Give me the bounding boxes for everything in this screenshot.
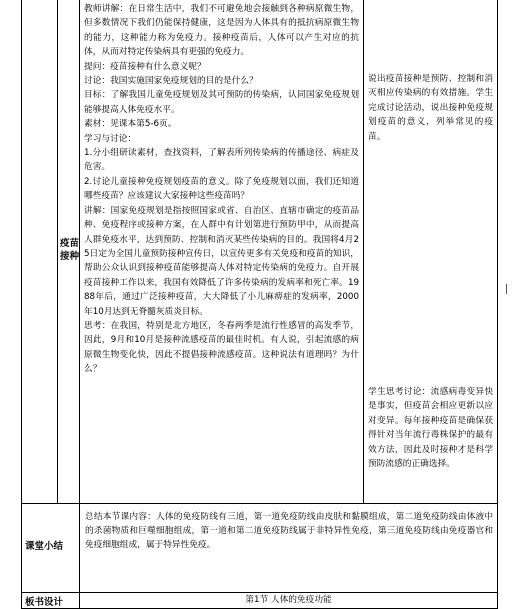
table-row [22, 504, 498, 593]
paragraph-thinking: 思考：在我国，特别是北方地区，冬春两季是流行性感冒的高发季节，因此，9月和10月是接种流感疫苗的最佳时机。有人说，引起流感的病原微生物变化快，因此不提倡接种流感疫苗。这种说法有道理吗？为什么？ [84, 320, 359, 375]
paragraph-study-heading: 学习与讨论： [84, 133, 137, 144]
paragraph-question: 提问：疫苗接种有什么意义呢？ [84, 61, 206, 72]
section-label-summary: 课堂小结 [22, 504, 80, 593]
paragraph-teacher-explanation: 教师讲解：在日常生活中，我们不可避免地会接触到各种病原微生物，但多数情况下我们仍能保持健康，这是因为人体具有的抵抗病原微生物的能力，这种能力称为免疫力。接种疫苗后，人体可以产生对应的抗体，从而对特定传染病具有更强的免疫力。 [84, 4, 359, 58]
table-row [22, 593, 498, 609]
lesson-plan-table [21, 0, 498, 609]
paragraph-lecture: 讲解：国家免疫规划是指按照国家或省、自治区、直辖市确定的疫苗品种、免疫程序或接种方案，在人群中有计划第进行预防甲中，从而提高人群免疫水平，达到预防、控制和消灭某些传染病的目的。我国将4月25日定为全国儿童预防接种宣传日，以宣传更多有关免疫和疫苗的知识，帮助公众认识到接种疫苗能够提高人体对特定传染病的免疫力。自开展疫苗接种工作以来，我国有效降低了许多传染病的发病率和死亡率。1988年后，通过广泛接种疫苗，大大降低了小儿麻痹症的发病率，2000年10月达到无脊髓灰质炎目标。 [84, 205, 359, 317]
student-activity-cell [364, 0, 498, 504]
summary-text: 总结本节课内容：人体的免疫防线有三道，第一道免疫防线由皮肤和黏膜组成，第二道免疫防线由体液中的杀菌物质和巨噬细胞组成，第一道和第二道免疫防线属于非特异性免疫，第三道免疫防线由免疫器官和免疫细胞组成，属于特异性免疫。 [80, 504, 498, 593]
paragraph-task-2: 2.讨论儿童接种免疫规划疫苗的意义。除了免疫规划以面，我们还知道哪些疫苗？应该建议大家接种这些疫苗吗？ [84, 176, 359, 202]
student-note-2: 学生思考讨论：流感病毒变异快是事实，但疫苗会相应更新以应对变异。每年接种疫苗是确保获得针对当年流行毒株保护的最有效方法，因此及时接种才是科学预防流感的正确选择。 [368, 387, 493, 470]
text-cursor-mark [506, 284, 507, 294]
paragraph-material: 素材：见课本第5-6页。 [84, 119, 177, 130]
section-label-vaccine: 疫苗接种 [58, 0, 80, 504]
paragraph-discussion: 讨论：我国实施国家免疫规划的目的是什么？ [84, 76, 258, 87]
paragraph-task-1: 1.分小组研读素材，查找资料，了解表所列传染病的传播途径、病症及危害。 [84, 148, 359, 173]
table-row [22, 0, 498, 504]
paragraph-goal: 目标：了解我国儿童免疫规划及其可预防的传染病，认同国家免疫规划能够提高人体免疫水平。 [84, 90, 359, 115]
vaccine-activity-text [80, 0, 364, 504]
student-note-1: 说出疫苗接种是预防、控制和消灭相应传染病的有效措施。学生完成讨论活动，说出接种免疫规划疫苗的意义，列举常见的疫苗。 [368, 74, 493, 142]
section-label-board: 板书设计 [22, 593, 80, 609]
empty-cell [22, 0, 58, 504]
board-design-text: 第1节 人体的免疫功能 [80, 593, 498, 609]
